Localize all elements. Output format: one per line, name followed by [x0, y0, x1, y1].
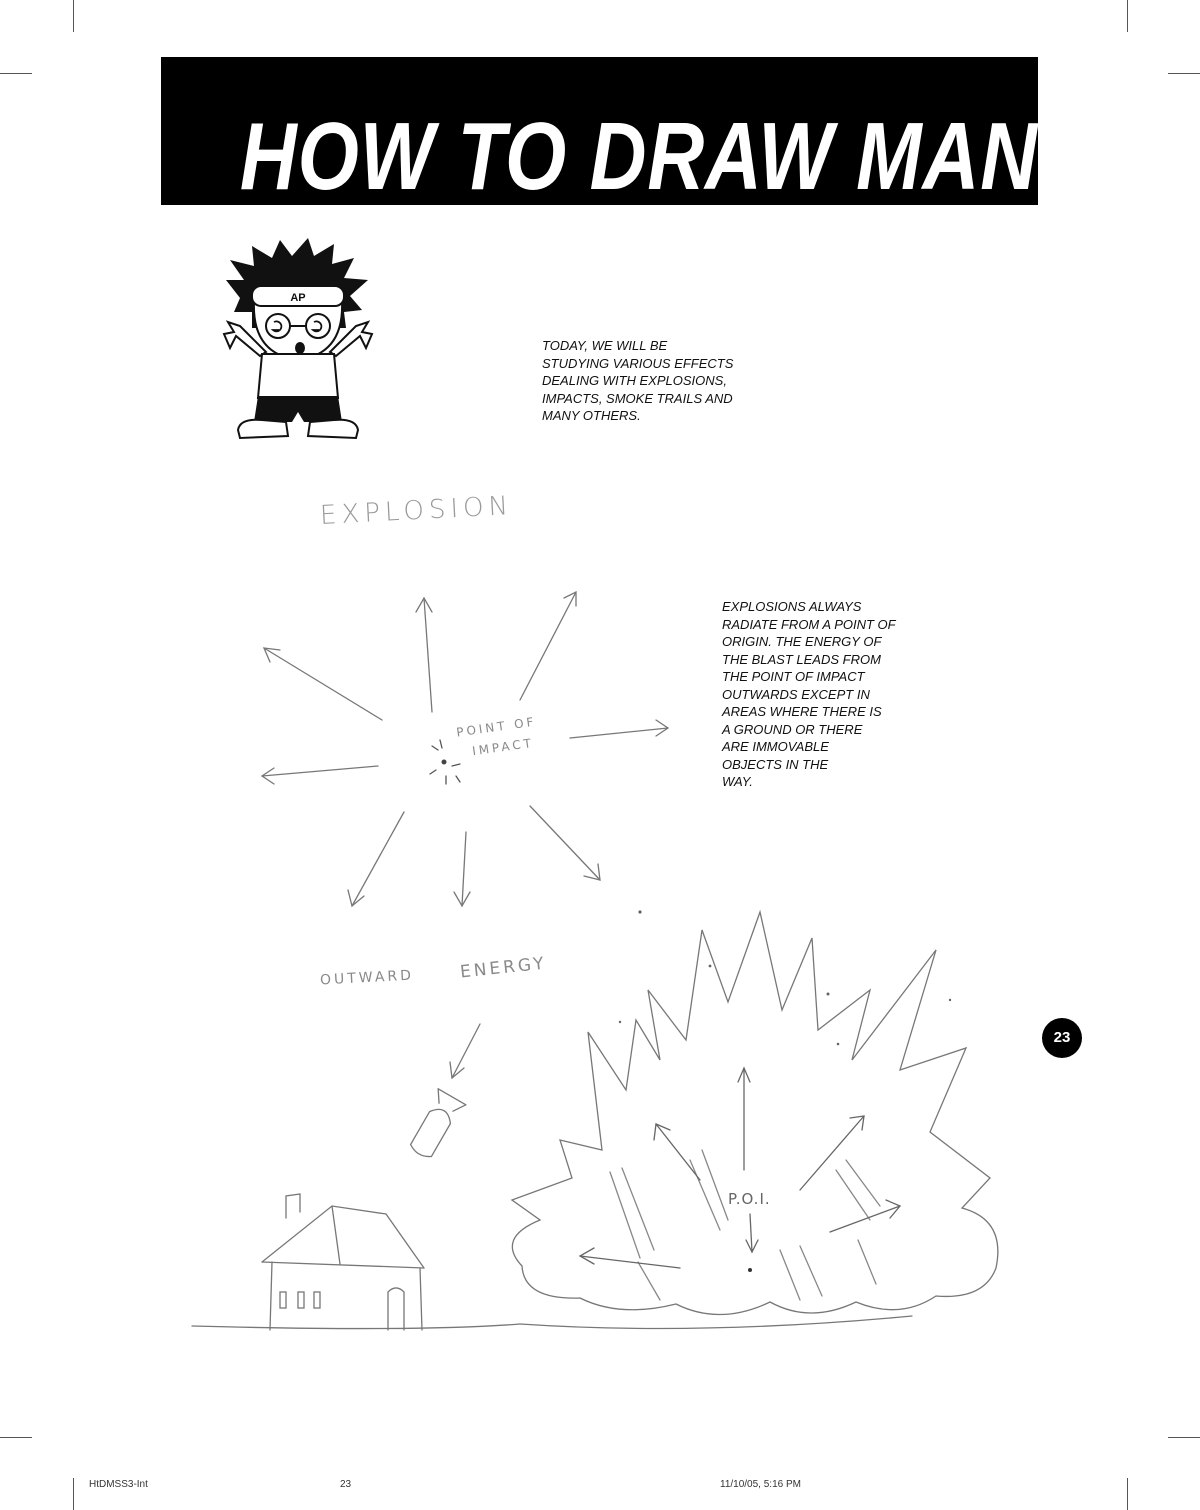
explosion-hatching — [610, 1150, 880, 1300]
house-sketch — [262, 1194, 424, 1330]
bomb-sketch — [405, 1089, 466, 1162]
mascot-headband-text: AP — [290, 292, 306, 304]
intro-caption: TODAY, WE WILL BE STUDYING VARIOUS EFFECTS DEALING WITH EXPLOSIONS, IMPACTS, SMOKE TRAILS AND MANY OTHERS. — [542, 338, 734, 423]
debris — [619, 910, 951, 1045]
sketch-label-energy: ENERGY — [459, 953, 548, 983]
sketch-label-point-of: POINT OF — [455, 714, 538, 740]
sketch-label-outward: OUTWARD — [319, 967, 415, 989]
explosion-outline — [512, 912, 998, 1315]
page-number-badge: 23 — [1042, 1018, 1082, 1058]
footer-file-name: HtDMSS3-Int — [89, 1479, 148, 1490]
explanation-caption: EXPLOSIONS ALWAYS RADIATE FROM A POINT OF ORIGIN. THE ENERGY OF THE BLAST LEADS FROM THE POINT OF IMPACT OUTWARDS EXCEPT IN AREAS WHERE THERE IS A GROUND OR THERE ARE IMMOVABLE OBJECTS IN THE WAY. — [722, 599, 896, 789]
ground-line — [192, 1324, 520, 1329]
footer-page: 23 — [340, 1479, 352, 1490]
page-title: HOW TO DRAW MANGA! — [239, 103, 1185, 210]
radial-arrows — [262, 592, 668, 1078]
sketch-label-impact: IMPACT — [471, 735, 535, 759]
sketch-label-explosion: EXPLOSION — [319, 490, 514, 532]
sketch-label-poi: P.O.I. — [728, 1190, 771, 1208]
footer-date: 11/10/05, 5:16 PM — [720, 1479, 801, 1490]
